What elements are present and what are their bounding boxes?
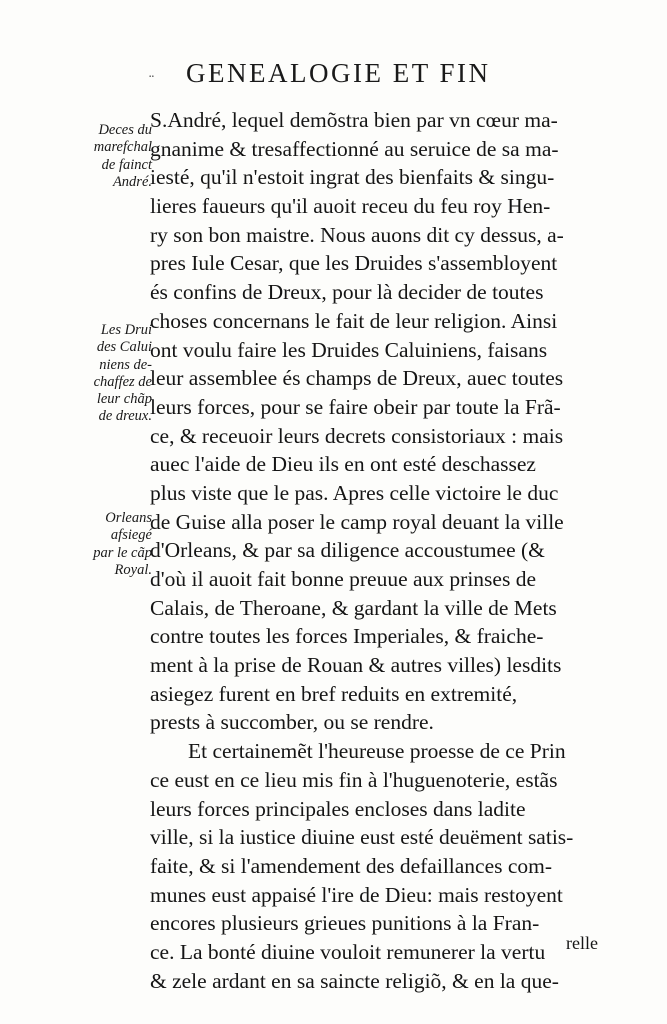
text-line: Calais, de Theroane, & gardant la ville de Mets	[150, 595, 557, 620]
text-line: prests à succomber, ou se rendre.	[150, 710, 434, 735]
catch-word: relle	[566, 933, 598, 953]
text-line: pres Iule Cesar, que les Druides s'assembloyent	[150, 251, 558, 276]
margin-note-line: Deces du	[98, 122, 152, 138]
margin-note-line: leur chãp	[96, 391, 152, 408]
text-line: ry son bon maistre. Nous auons dit cy dessus, a-	[150, 222, 564, 247]
margin-note-line: de fainct	[101, 156, 152, 173]
text-line: & zele ardant en sa saincte religiõ, & en la que-	[150, 968, 559, 993]
margin-note-line: afsiegé	[110, 527, 152, 544]
margin-note-line: des Calui	[96, 339, 152, 356]
text-line: choses concernans le fait de leur religion. Ainsi	[150, 308, 558, 333]
margin-note-orleans	[70, 510, 152, 579]
text-line: és confins de Dreux, pour là decider de toutes	[150, 280, 544, 305]
text-line: contre toutes les forces Imperiales, & fraiche-	[150, 624, 544, 649]
text-line: de Guise alla poser le camp royal deuant la ville	[150, 509, 564, 534]
text-line: ce eust en ce lieu mis fin à l'huguenoterie, estãs	[150, 767, 558, 792]
text-line: iesté, qu'il n'estoit ingrat des bienfaits & singu-	[150, 165, 555, 190]
text-line: encores plusieurs grieues punitions à la Fran-	[150, 911, 540, 936]
margin-note-line: chaffez de	[93, 373, 152, 390]
text-line: ment à la prise de Rouan & autres villes) lesdits	[150, 653, 562, 678]
text-line: d'Orleans, & par sa diligence accoustumee (&	[150, 538, 545, 563]
text-line: asiegez furent en bref reduits en extremité,	[150, 681, 518, 706]
margin-note-line: marefchal	[93, 139, 152, 156]
text-line: auec l'aide de Dieu ils en ont esté deschassez	[150, 452, 536, 477]
paragraph-first-line: Et certainemẽt l'heureuse proesse de ce Prin	[188, 739, 566, 764]
text-line: gnanime & tresaffectionné au seruice de sa ma-	[150, 136, 559, 161]
text-line: faite, & si l'amendement des defaillances com-	[150, 853, 553, 878]
text-line: ce, & receuoir leurs decrets consistoriaux : mais	[150, 423, 564, 448]
page-corner-mark: ¨	[148, 74, 155, 90]
text-line: plus viste que le pas. Apres celle victoire le duc	[150, 480, 559, 505]
text-line: leur assemblee és champs de Dreux, auec toutes	[150, 366, 564, 391]
body-text	[150, 106, 600, 995]
margin-note-deces-marechal	[70, 122, 152, 191]
text-line: lieres faueurs qu'il auoit receu du feu roy Hen-	[150, 194, 551, 219]
margin-note-line: Orleans	[105, 510, 152, 526]
text-line: d'où il auoit fait bonne preuue aux prinses de	[150, 567, 536, 591]
margin-note-line: par le cãp	[93, 544, 152, 561]
text-line: ce. La bonté diuine vouloit remunerer la vertu	[150, 939, 546, 964]
margin-note-line: André.	[112, 173, 152, 190]
margin-note-line: Royal.	[114, 561, 152, 578]
margin-note-line: de dreux.	[98, 408, 152, 425]
text-line: S.André, lequel demõstra bien par vn cœur ma-	[150, 108, 558, 132]
text-line: ville, si la iustice diuine eust esté deuëment satis-	[150, 825, 574, 850]
text-line: ont voulu faire les Druides Caluiniens, faisans	[150, 337, 548, 362]
text-line: leurs forces principales encloses dans ladite	[150, 796, 526, 821]
text-line: leurs forces, pour se faire obeir par toute la Frã-	[150, 394, 561, 419]
text-line: munes eust appaisé l'ire de Dieu: mais restoyent	[150, 882, 563, 907]
margin-note-druides	[70, 322, 152, 426]
running-head: GENEALOGIE ET FIN	[186, 58, 491, 88]
margin-note-line: Les Drui	[100, 322, 152, 338]
margin-note-line: niens de-	[99, 356, 152, 373]
